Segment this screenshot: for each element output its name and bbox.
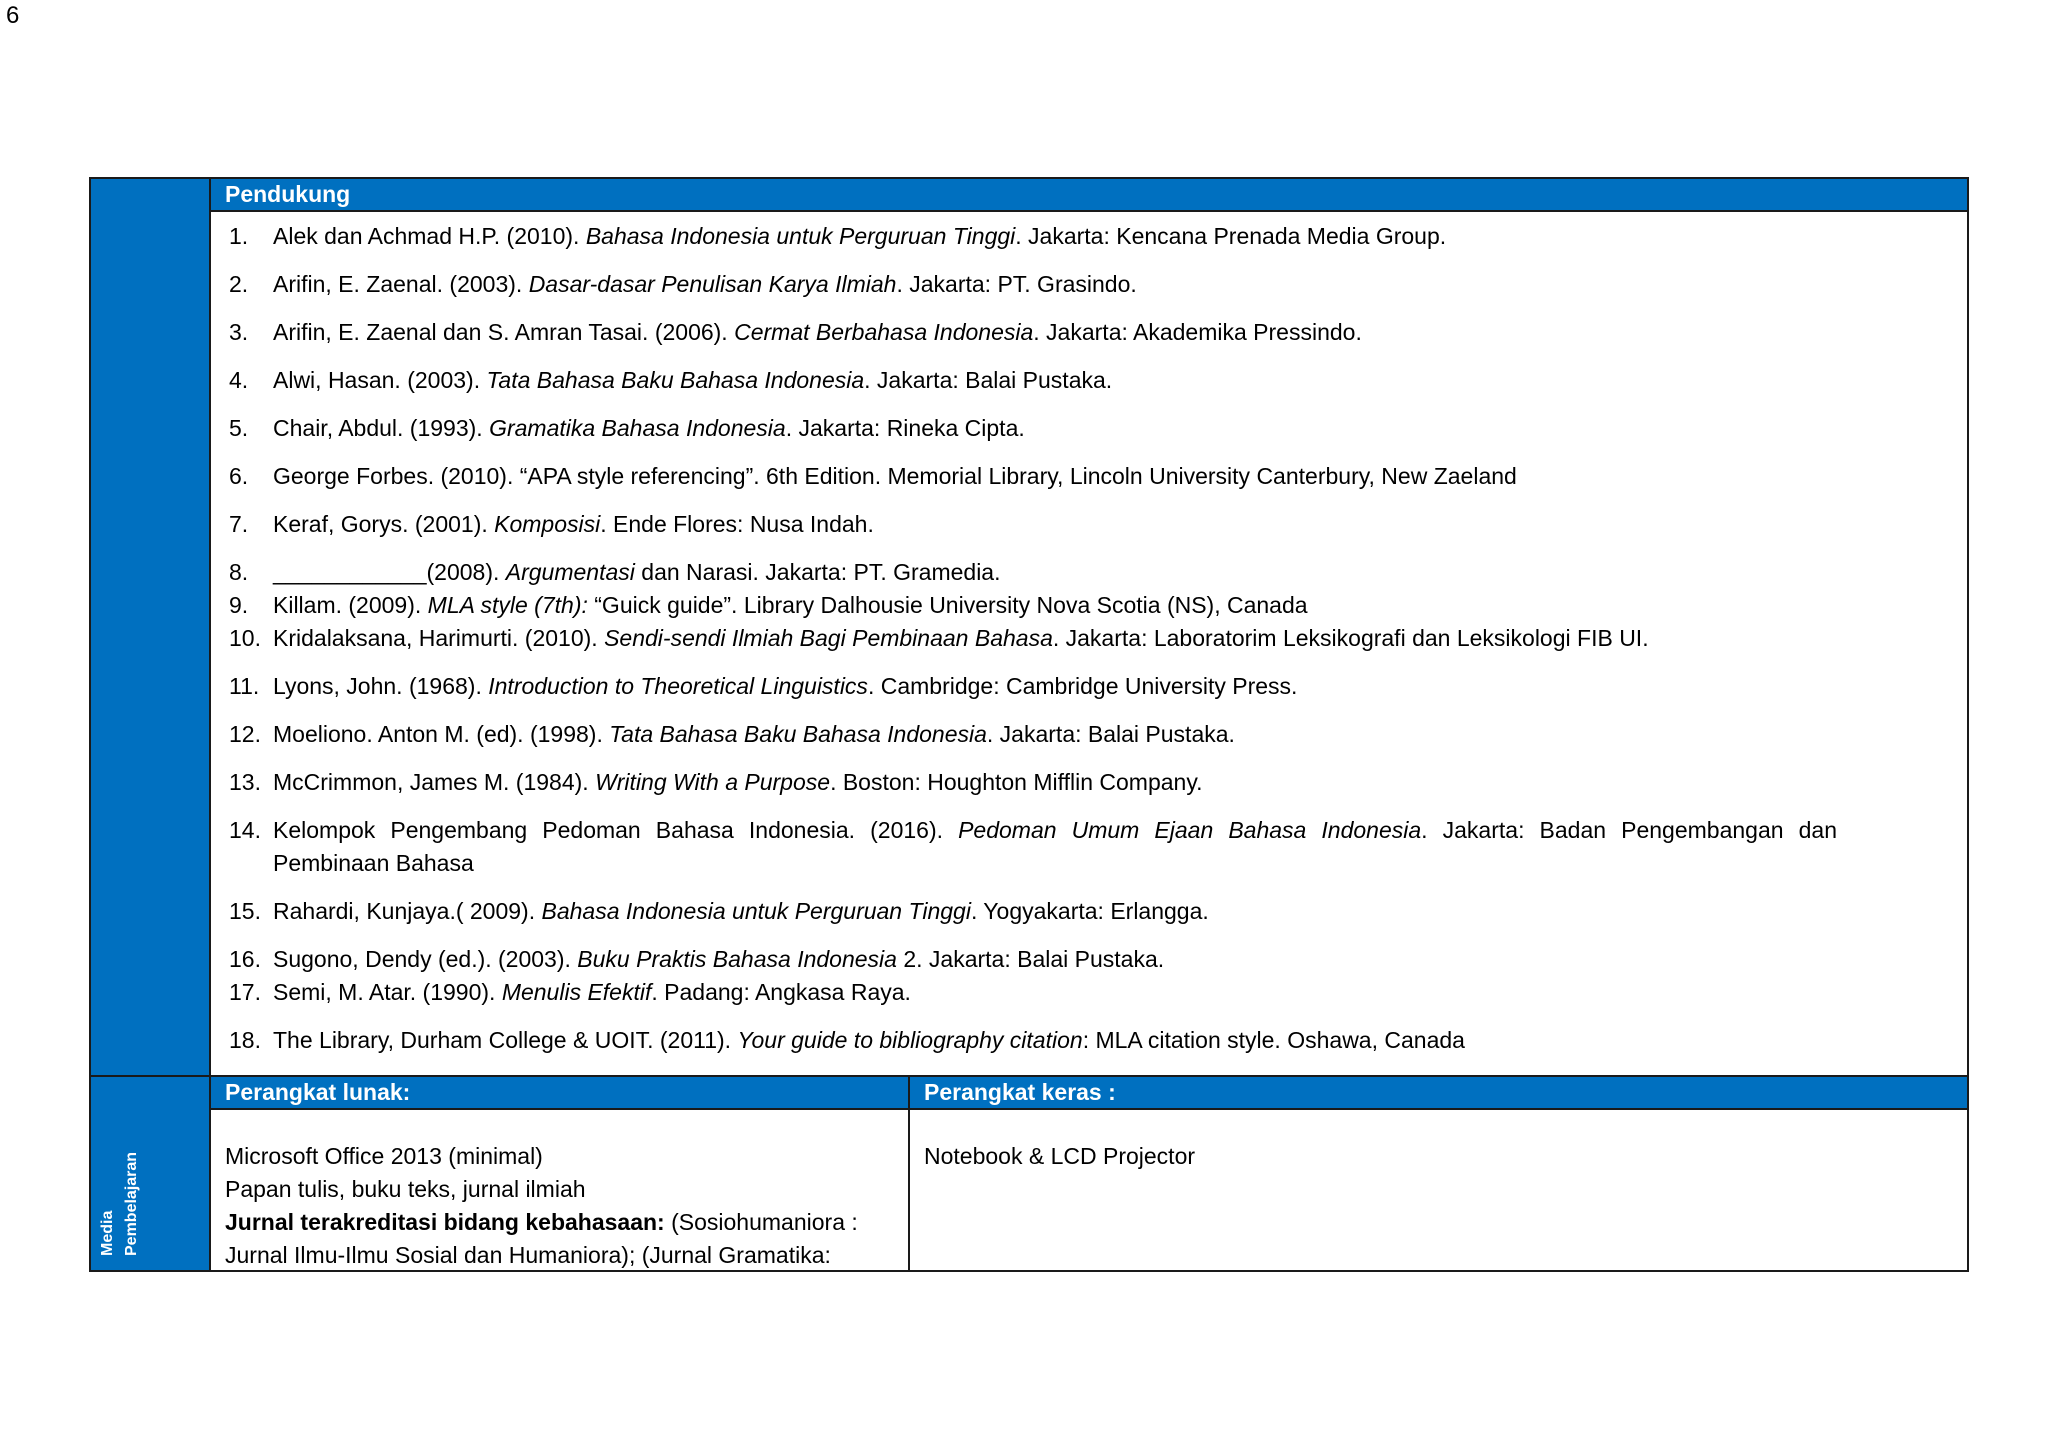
reference-title: Dasar-dasar Penulisan Karya Ilmiah: [528, 271, 897, 297]
reference-text: Semi, M. Atar. (1990).: [273, 979, 502, 1005]
reference-number: 18.: [229, 1027, 261, 1053]
reference-text: Alwi, Hasan. (2003).: [273, 367, 487, 393]
reference-number: 15.: [229, 898, 261, 924]
reference-number: 17.: [229, 979, 261, 1005]
reference-publisher: . Jakarta: Laboratorim Leksikografi dan Leksikologi FIB UI.: [1052, 625, 1649, 651]
software-line: Microsoft Office 2013 (minimal): [225, 1143, 543, 1169]
side-label-line1: Media: [99, 1210, 116, 1256]
reference-number: 14.: [229, 817, 261, 843]
reference-publisher: dan Narasi. Jakarta: PT. Gramedia.: [634, 559, 1001, 585]
reference-text: Chair, Abdul. (1993).: [273, 415, 490, 441]
reference-number: 9.: [229, 592, 249, 618]
reference-number: 6.: [229, 463, 249, 489]
reference-item: [211, 814, 1967, 880]
reference-title: Pedoman Umum Ejaan Bahasa Indonesia: [958, 817, 1422, 843]
reference-title: Writing With a Purpose: [595, 769, 831, 795]
software-line: Jurnal Ilmu-Ilmu Sosial dan Humaniora); (Jurnal Gramatika:: [225, 1242, 831, 1268]
reference-publisher: . Ende Flores: Nusa Indah.: [600, 511, 874, 537]
reference-text: Kridalaksana, Harimurti. (2010).: [273, 625, 605, 651]
reference-number: 10.: [229, 625, 261, 651]
reference-publisher: “Guick guide”. Library Dalhousie University Nova Scotia (NS), Canada: [587, 592, 1308, 618]
reference-title: Cermat Berbahasa Indonesia: [734, 319, 1034, 345]
reference-publisher: . Padang: Angkasa Raya.: [651, 979, 911, 1005]
main-column: [211, 179, 1967, 1270]
reference-publisher: . Jakarta: Badan Pengembangan dan Pembinaan Bahasa: [273, 817, 1837, 876]
side-column: [91, 179, 211, 1270]
reference-title: Bahasa Indonesia untuk Perguruan Tinggi: [541, 898, 971, 924]
reference-publisher: . Jakarta: Balai Pustaka.: [864, 367, 1113, 393]
reference-item: [211, 718, 1967, 751]
reference-publisher: . Boston: Houghton Mifflin Company.: [830, 769, 1203, 795]
reference-number: 5.: [229, 415, 249, 441]
hardware-line: Notebook & LCD Projector: [924, 1143, 1196, 1169]
reference-text: Moeliono. Anton M. (ed). (1998).: [273, 721, 610, 747]
reference-number: 3.: [229, 319, 249, 345]
reference-title: Menulis Efektif: [501, 979, 652, 1005]
reference-publisher: . Jakarta: Balai Pustaka.: [986, 721, 1235, 747]
media-section: [211, 1075, 1967, 1270]
reference-publisher: : MLA citation style. Oshawa, Canada: [1082, 1027, 1465, 1053]
reference-text: Rahardi, Kunjaya.( 2009).: [273, 898, 542, 924]
pendukung-header: Pendukung: [211, 179, 1967, 212]
reference-title: Introduction to Theoretical Linguistics: [488, 673, 868, 699]
reference-title: Bahasa Indonesia untuk Perguruan Tinggi: [585, 223, 1016, 249]
hardware-column: [910, 1077, 1967, 1270]
reference-title: Tata Bahasa Baku Bahasa Indonesia: [609, 721, 987, 747]
reference-publisher: . Jakarta: Akademika Pressindo.: [1033, 319, 1362, 345]
reference-title: Argumentasi: [505, 559, 635, 585]
reference-publisher: . Jakarta: Kencana Prenada Media Group.: [1015, 223, 1447, 249]
reference-number: 8.: [229, 559, 249, 585]
reference-title: Your guide to bibliography citation: [737, 1027, 1083, 1053]
reference-number: 7.: [229, 511, 249, 537]
reference-item: [211, 268, 1967, 301]
reference-item: [211, 220, 1967, 253]
reference-number: 2.: [229, 271, 249, 297]
reference-text: Keraf, Gorys. (2001).: [273, 511, 495, 537]
reference-item: [211, 412, 1967, 445]
reference-item: [211, 895, 1967, 928]
reference-title: Sendi-sendi Ilmiah Bagi Pembinaan Bahasa: [604, 625, 1053, 651]
reference-item: [211, 943, 1967, 976]
reference-publisher: . Jakarta: Rineka Cipta.: [785, 415, 1025, 441]
reference-number: 11.: [229, 673, 260, 699]
reference-number: 4.: [229, 367, 249, 393]
reference-item: [211, 556, 1967, 589]
software-line: Papan tulis, buku teks, jurnal ilmiah: [225, 1176, 586, 1202]
reference-item: [211, 766, 1967, 799]
reference-number: 16.: [229, 946, 261, 972]
reference-publisher: . Yogyakarta: Erlangga.: [970, 898, 1209, 924]
side-label-line2: Pembelajaran: [123, 1151, 140, 1256]
reference-text: Sugono, Dendy (ed.). (2003).: [273, 946, 578, 972]
rps-table: [89, 177, 1969, 1272]
reference-text: Kelompok Pengembang Pedoman Bahasa Indonesia. (2016).: [273, 817, 959, 843]
reference-item: [211, 316, 1967, 349]
reference-item: [211, 670, 1967, 703]
reference-number: 13.: [229, 769, 261, 795]
reference-number: 12.: [229, 721, 261, 747]
reference-title: Komposisi: [494, 511, 601, 537]
hardware-body: [910, 1110, 1967, 1173]
reference-item: [211, 976, 1967, 1009]
reference-text: Arifin, E. Zaenal. (2003).: [273, 271, 529, 297]
reference-text: The Library, Durham College & UOIT. (2011).: [273, 1027, 738, 1053]
reference-title: Buku Praktis Bahasa Indonesia: [577, 946, 897, 972]
reference-item: [211, 460, 1967, 493]
hardware-header: Perangkat keras :: [910, 1077, 1967, 1110]
journal-text: (Sosiohumaniora :: [664, 1209, 858, 1235]
reference-text: Killam. (2009).: [273, 592, 428, 618]
reference-title: Tata Bahasa Baku Bahasa Indonesia: [486, 367, 865, 393]
reference-list: [211, 212, 1967, 1057]
reference-publisher: . Jakarta: PT. Grasindo.: [896, 271, 1137, 297]
reference-item: [211, 1024, 1967, 1057]
reference-number: 1.: [229, 223, 249, 249]
reference-item: [211, 508, 1967, 541]
reference-text: ____________(2008).: [273, 559, 506, 585]
reference-title: MLA style (7th):: [427, 592, 588, 618]
reference-publisher: 2. Jakarta: Balai Pustaka.: [896, 946, 1165, 972]
reference-text: Lyons, John. (1968).: [273, 673, 489, 699]
reference-publisher: . Cambridge: Cambridge University Press.: [867, 673, 1298, 699]
reference-text: Arifin, E. Zaenal dan S. Amran Tasai. (2006).: [273, 319, 735, 345]
software-body: [211, 1110, 908, 1272]
reference-title: Gramatika Bahasa Indonesia: [489, 415, 786, 441]
reference-text: George Forbes. (2010). “APA style referencing”. 6th Edition. Memorial Library, Lincoln University Canterbury, New Zaeland: [273, 463, 1517, 489]
software-line: [225, 1206, 894, 1239]
reference-text: Alek dan Achmad H.P. (2010).: [273, 223, 586, 249]
side-divider: [91, 1075, 209, 1077]
reference-item: [211, 622, 1967, 655]
reference-item: [211, 589, 1967, 622]
reference-item: [211, 364, 1967, 397]
media-pembelajaran-label: [95, 1126, 207, 1256]
software-header: Perangkat lunak:: [211, 1077, 908, 1110]
software-column: [211, 1077, 910, 1270]
journal-label: Jurnal terakreditasi bidang kebahasaan:: [225, 1209, 665, 1235]
reference-text: McCrimmon, James M. (1984).: [273, 769, 596, 795]
page-number: 6: [6, 2, 20, 29]
